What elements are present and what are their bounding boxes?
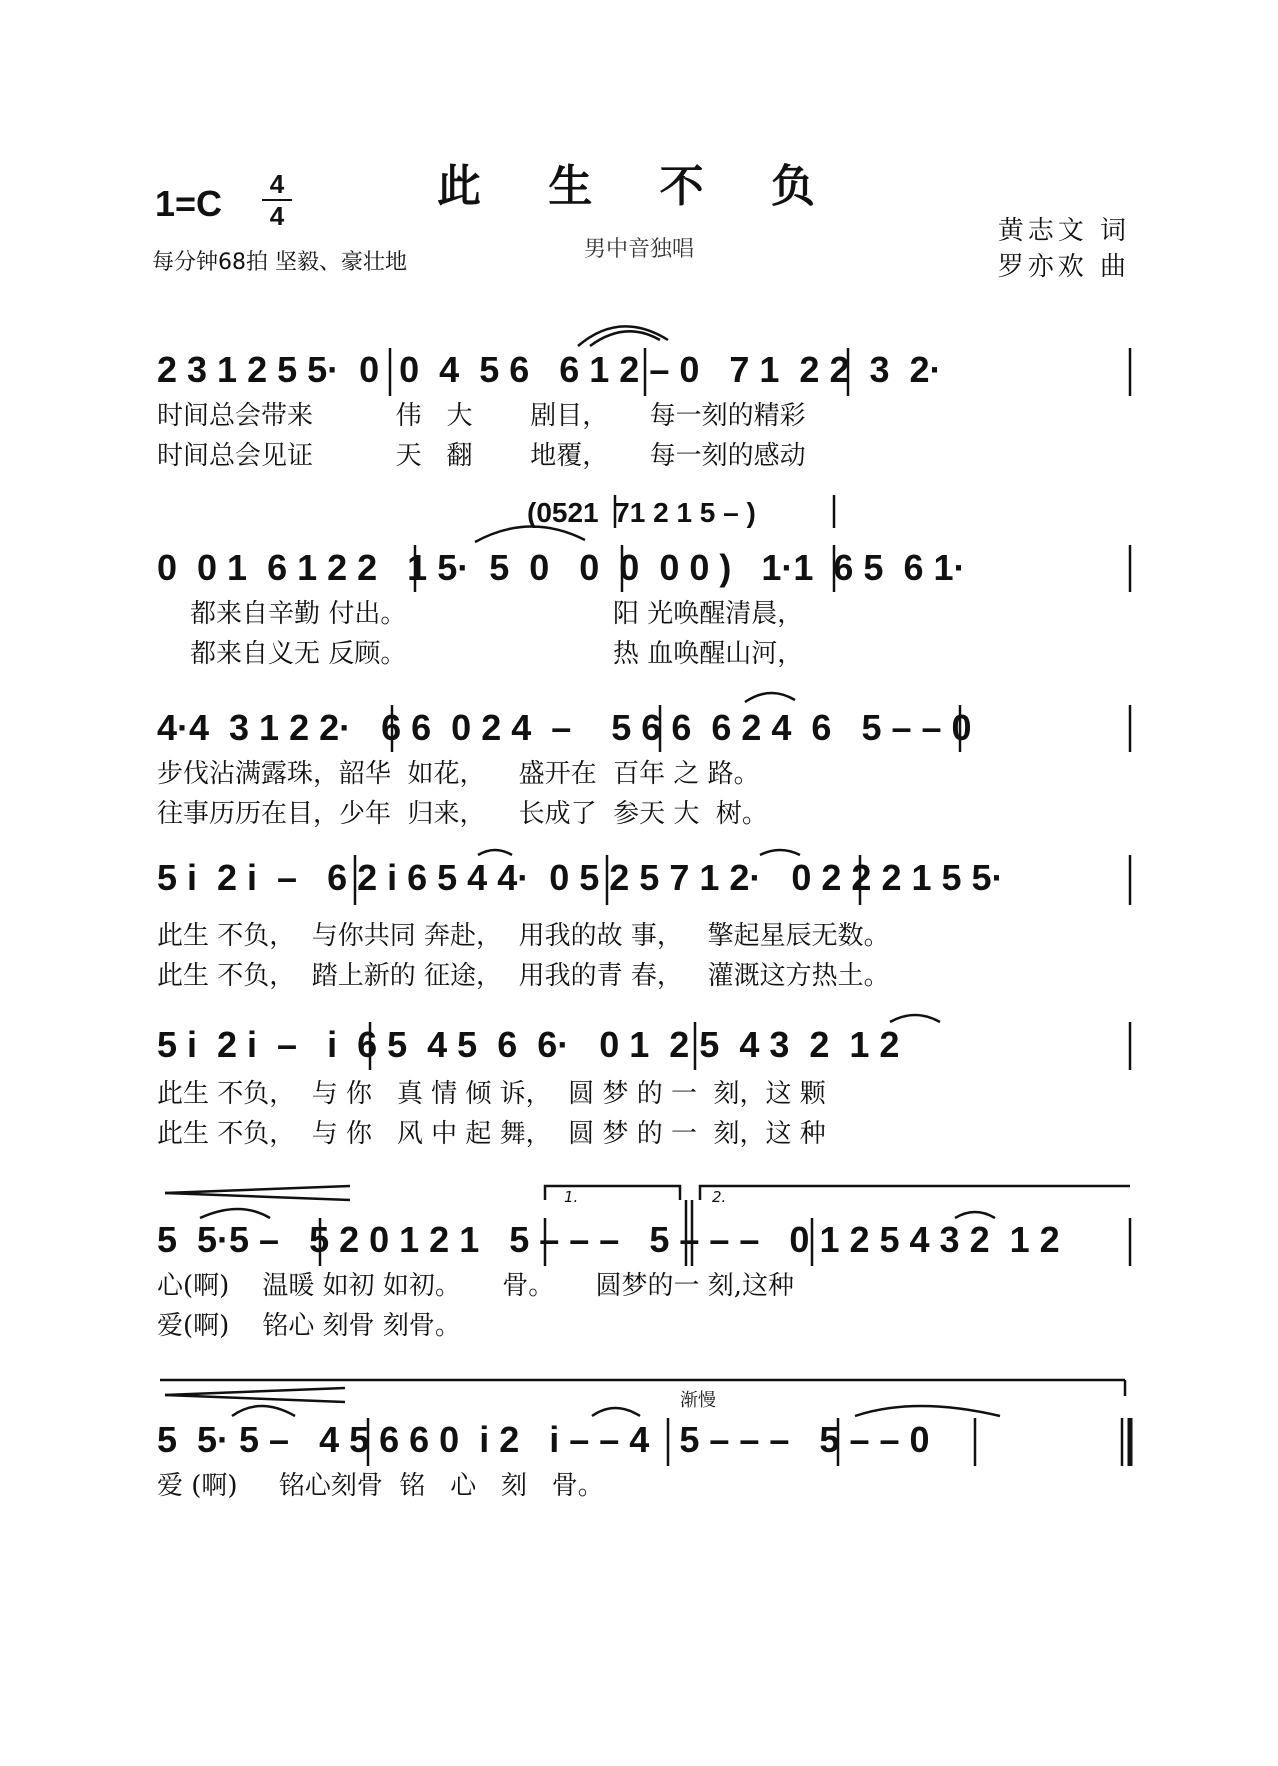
score-row-5-lyrics-verse-1: 此生 不负， 与 你 真 情 倾 诉， 圆 梦 的 一 刻，这 颗: [157, 1079, 826, 1109]
score-row-3-lyrics-verse-1: 步伐沾满露珠，韶华 如花， 盛开在 百年 之 路。: [157, 759, 760, 789]
volta-1-label: 1.: [564, 1188, 579, 1206]
time-signature-top: 4: [269, 169, 285, 199]
score-row-4-notes: 5 i 2 i – 6 2 i 6 5 4 4· 0 5 2 5 7 1 2· 0 2 2 2 1 5 5·: [157, 857, 1004, 898]
score-row-2-intro: (0521 71 2 1 5 – ): [527, 497, 756, 528]
song-title: 此 生 不 负: [437, 161, 841, 212]
score-row-6-notes: 5 5·5 – 5 2 0 1 2 1 5 – – – 5 – – – 0 1 2 5 4 3 2 1 2: [157, 1219, 1060, 1260]
ritardando-marking: 渐慢: [680, 1390, 716, 1411]
score-row-1-notes: 2 3 1 2 5 5· 0 0 4 5 6 6 1 2 – 0 7 1 2 2 3 2·: [157, 349, 942, 390]
score-row-7-lyrics: 爱 (啊) 铭心刻骨 铭 心 刻 骨。: [157, 1471, 604, 1501]
score-row-6-lyrics-verse-1: 心(啊) 温暖 如初 如初。 骨。 圆梦的一 刻,这种: [157, 1271, 795, 1301]
score-row-2-lyrics-verse-1: 都来自辛勤 付出。 阳 光唤醒清晨，: [157, 599, 804, 629]
score-row-3-lyrics-verse-2: 往事历历在目，少年 归来， 长成了 参天 大 树。: [157, 799, 768, 829]
score-row-1-lyrics-verse-1: 时间总会带来 伟 大 剧目， 每一刻的精彩: [157, 401, 806, 431]
score-row-6-lyrics-verse-2: 爱(啊) 铭心 刻骨 刻骨。: [157, 1311, 461, 1341]
score-row-4-lyrics-verse-2: 此生 不负， 踏上新的 征途， 用我的青 春， 灌溉这方热土。: [157, 961, 890, 991]
score-row-2-lyrics-verse-2: 都来自义无 反顾。 热 血唤醒山河，: [157, 639, 804, 669]
score-row-7-notes: 5 5· 5 – 4 5 6 6 0 i 2 i – – 4 5 – – – 5 – – 0: [157, 1419, 930, 1460]
song-subtitle: 男中音独唱: [583, 237, 694, 262]
key-signature: 1=C: [155, 183, 223, 224]
volta-2-label: 2.: [712, 1188, 727, 1206]
score-row-4-lyrics-verse-1: 此生 不负， 与你共同 奔赴， 用我的故 事， 擎起星辰无数。: [157, 921, 890, 951]
score-row-2-notes: 0 0 1 6 1 2 2 1 5· 5 0 0 0 0 0 ) 1·1 6 5 6 1·: [157, 547, 966, 588]
lyricist-credit: 黄志文 词: [997, 216, 1130, 246]
score-row-5-lyrics-verse-2: 此生 不负， 与 你 风 中 起 舞， 圆 梦 的 一 刻，这 种: [157, 1119, 826, 1149]
composer-credit: 罗亦欢 曲: [997, 252, 1130, 282]
score-row-1-lyrics-verse-2: 时间总会见证 天 翻 地覆， 每一刻的感动: [157, 441, 806, 471]
score-row-3-notes: 4·4 3 1 2 2· 6 6 0 2 4 – 5 6 6 6 2 4 6 5 – – 0: [157, 707, 972, 748]
score-row-5-notes: 5 i 2 i – i 6 5 4 5 6 6· 0 1 2 5 4 3 2 1 2: [157, 1024, 900, 1065]
tempo-marking: 每分钟68拍 坚毅、豪壮地: [152, 250, 407, 275]
time-signature-bottom: 4: [269, 201, 285, 231]
